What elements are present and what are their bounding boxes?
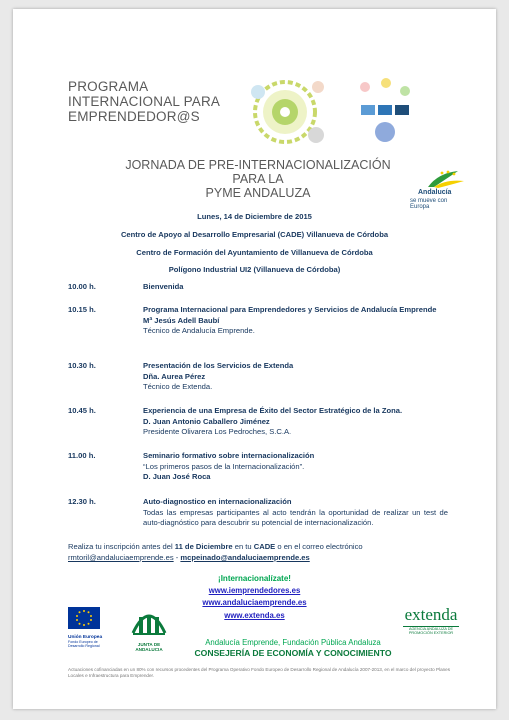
agenda-title: Presentación de los Servicios de Extenda <box>143 361 294 370</box>
gears-illustration <box>238 67 333 157</box>
agenda-role: Técnico de Andalucía Emprende. <box>143 326 255 335</box>
inscription-prefix: Realiza tu inscripción antes del <box>68 542 175 551</box>
agenda-speaker: Mª Jesús Adell Baubí <box>143 315 220 325</box>
agenda-speaker: D. Juan José Roca <box>143 472 211 481</box>
andalucia-logo-line-1: Andalucía <box>418 189 452 196</box>
agenda-title: Auto-diagnostico en internacionalización <box>143 497 292 506</box>
inscription-deadline: 11 de Diciembre <box>174 542 233 551</box>
footer-fundacion: Andalucía Emprende, Fundación Pública Andaluza <box>205 638 381 647</box>
agenda-time: 10.45 h. <box>68 406 96 415</box>
title-line-1: JORNADA DE PRE-INTERNACIONALIZACIÓN PARA LA <box>125 158 391 186</box>
extenda-wordmark: extenda <box>404 605 458 624</box>
andalucia-europa-logo <box>388 169 468 209</box>
agenda-role: Presidente Olivarera Los Pedroches, S.C.A. <box>143 427 292 436</box>
programa-line-3: EMPRENDEDOR@S <box>68 109 200 124</box>
extenda-sub-1: AGENCIA ANDALUZA DE <box>408 627 454 631</box>
agenda-title: Experiencia de una Empresa de Éxito del Sector Estratégico de la Zona. <box>143 406 403 415</box>
agenda-speaker: D. Juan Antonio Caballero Jiménez <box>143 416 270 426</box>
event-date: Lunes, 14 de Diciembre de 2015 <box>197 212 312 221</box>
eu-label-2: Fondo Europeo de Desarrollo Regional <box>68 640 100 648</box>
internacionalizate-cta: ¡Internacionalízate! <box>218 574 291 583</box>
agenda-time: 10.00 h. <box>68 282 96 291</box>
inscription-suffix: o en el correo electrónico <box>275 542 363 551</box>
inscription-middle: en tu <box>232 542 254 551</box>
agenda-speaker: Dña. Aurea Pérez <box>143 371 206 381</box>
programa-title <box>68 79 220 124</box>
agenda-quote: “Los primeros pasos de la Internacionalización”. <box>143 461 305 471</box>
cofinancing-note: Actuaciones cofinanciadas en un 80% con recursos procedentes del Programa Operativo Fondo Europeo de Desarrollo Regional de Andalucía 2007-2013, en el marco del proyecto Planes Locales e Infraestructura para Emprender. <box>68 667 451 678</box>
link-andaluciaemprende[interactable]: www.andaluciaemprende.es <box>202 598 307 607</box>
agenda-role: Técnico de Extenda. <box>143 382 213 391</box>
junta-label: JUNTA DE ANDALUCIA <box>135 642 163 652</box>
programa-line-1: PROGRAMA <box>68 79 149 94</box>
jornada-title <box>113 158 403 200</box>
emprende-graphic <box>353 77 418 147</box>
inscription-info <box>68 541 448 563</box>
agenda-time: 12.30 h. <box>68 497 96 506</box>
event-place-3: Polígono Industrial UI2 (Villanueva de Córdoba) <box>168 265 341 274</box>
eu-label-1: Unión Europea <box>68 635 103 640</box>
agenda-title: Seminario formativo sobre internacionalización <box>143 451 315 460</box>
document-page <box>13 9 496 709</box>
andalucia-leaf-icon <box>388 169 468 189</box>
agenda-time: 11.00 h. <box>68 451 96 460</box>
title-line-2: PYME ANDALUZA <box>205 186 311 200</box>
link-iemprendedores[interactable]: www.iemprendedores.es <box>208 586 301 595</box>
andalucia-logo-line-2: se mueve con Europa <box>410 198 448 210</box>
agenda-title: Bienvenida <box>143 282 184 291</box>
event-place-2: Centro de Formación del Ayuntamiento de Villanueva de Córdoba <box>136 248 373 257</box>
email-separator: - <box>173 553 181 562</box>
extenda-sub-2: PROMOCIÓN EXTERIOR <box>408 631 454 635</box>
email-link-2[interactable]: mcpeinado@andaluciaemprende.es <box>180 553 310 562</box>
agenda-time: 10.15 h. <box>68 305 96 314</box>
extenda-logo <box>401 605 461 645</box>
footer-consejeria: CONSEJERÍA DE ECONOMÍA Y CONOCIMIENTO <box>194 648 392 658</box>
eu-flag-icon <box>68 607 100 629</box>
agenda-time: 10.30 h. <box>68 361 96 370</box>
eu-logo <box>68 607 110 648</box>
agenda-title: Programa Internacional para Emprendedores y Servicios de Andalucía Emprende <box>143 305 437 314</box>
email-link-1[interactable]: rmtoril@andaluciaemprende.es <box>68 553 174 562</box>
agenda-description: Todas las empresas participantes al acto tendrán la oportunidad de realizar un test de auto-diagnóstico para descubrir su potencial de internacionalización. <box>143 507 448 527</box>
link-extenda[interactable]: www.extenda.es <box>224 611 285 620</box>
programa-line-2: INTERNACIONAL PARA <box>68 94 221 109</box>
event-place-1: Centro de Apoyo al Desarrollo Empresarial (CADE) Villanueva de Córdoba <box>120 230 389 239</box>
junta-emblem-icon <box>125 605 173 637</box>
inscription-cade: CADE <box>253 542 276 551</box>
